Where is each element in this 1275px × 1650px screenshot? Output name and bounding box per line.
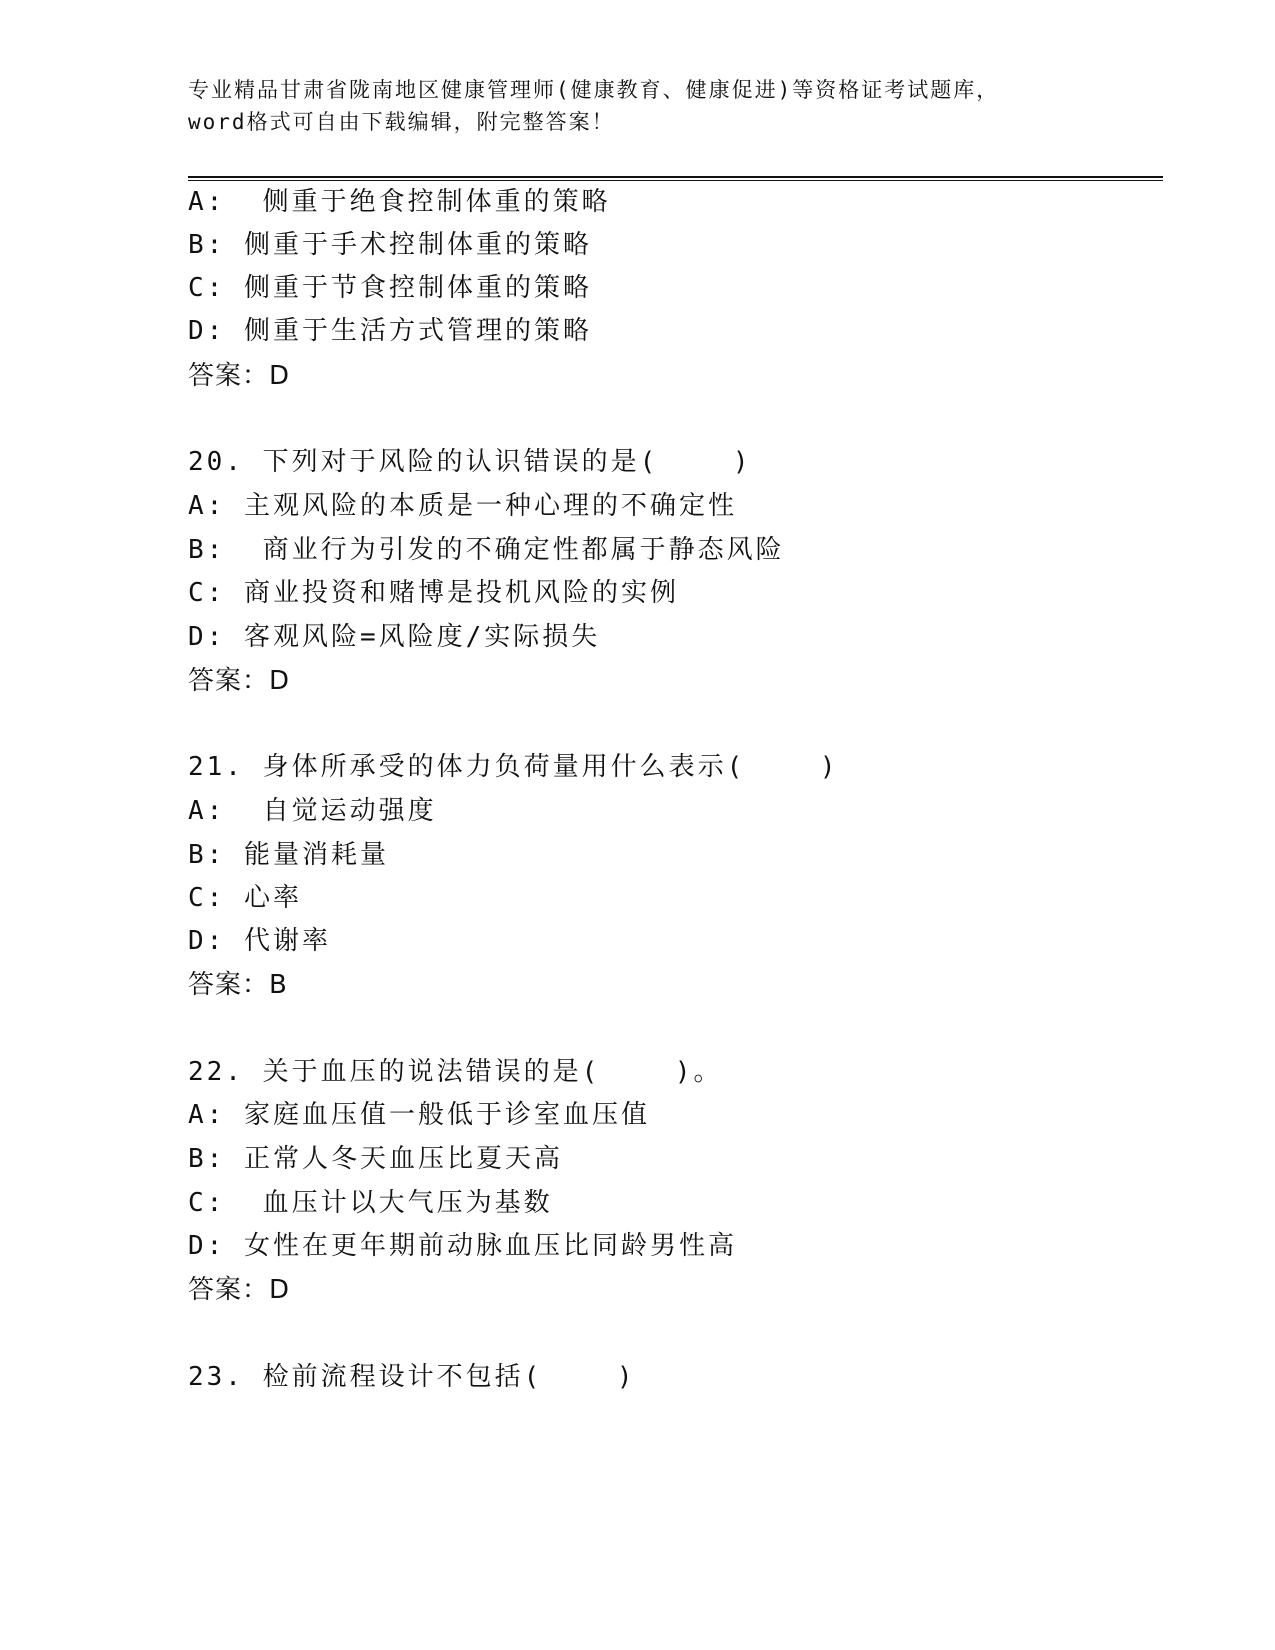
header-line-2: word格式可自由下载编辑，附完整答案！ xyxy=(188,110,615,134)
q19-option-c: C: 侧重于节食控制体重的策略 xyxy=(188,273,592,303)
q22-question: 22. 关于血压的说法错误的是( )。 xyxy=(188,1057,723,1087)
q21-option-d: D: 代谢率 xyxy=(188,926,331,956)
q20-option-b: B: 商业行为引发的不确定性都属于静态风险 xyxy=(188,535,785,565)
q22-option-b: B: 正常人冬天血压比夏天高 xyxy=(188,1144,563,1174)
q22-answer: 答案：D xyxy=(188,1275,291,1305)
q20-question: 20. 下列对于风险的认识错误的是( ) xyxy=(188,447,752,477)
q20-option-a: A: 主观风险的本质是一种心理的不确定性 xyxy=(188,491,737,521)
header-line-1: 专业精品甘肃省陇南地区健康管理师(健康教育、健康促进)等资格证考试题库， xyxy=(188,78,1000,102)
q20-option-d: D: 客观风险=风险度/实际损失 xyxy=(188,622,601,652)
q20-option-c: C: 商业投资和赌博是投机风险的实例 xyxy=(188,578,679,608)
q21-answer: 答案：B xyxy=(188,970,288,1000)
q19-option-a: A: 侧重于绝食控制体重的策略 xyxy=(188,187,611,217)
header-divider xyxy=(188,176,1163,181)
q21-question: 21. 身体所承受的体力负荷量用什么表示( ) xyxy=(188,752,839,782)
q21-option-c: C: 心率 xyxy=(188,883,302,913)
q19-option-d: D: 侧重于生活方式管理的策略 xyxy=(188,316,592,346)
q22-option-c: C: 血压计以大气压为基数 xyxy=(188,1188,553,1218)
q20-answer: 答案：D xyxy=(188,666,291,696)
q19-answer: 答案：D xyxy=(188,361,291,391)
q22-option-d: D: 女性在更年期前动脉血压比同龄男性高 xyxy=(188,1231,737,1261)
document-header xyxy=(188,74,1108,138)
q22-option-a: A: 家庭血压值一般低于诊室血压值 xyxy=(188,1100,650,1130)
q23-question: 23. 检前流程设计不包括( ) xyxy=(188,1362,636,1392)
q21-option-a: A: 自觉运动强度 xyxy=(188,796,437,826)
q19-option-b: B: 侧重于手术控制体重的策略 xyxy=(188,230,592,260)
q21-option-b: B: 能量消耗量 xyxy=(188,840,389,870)
